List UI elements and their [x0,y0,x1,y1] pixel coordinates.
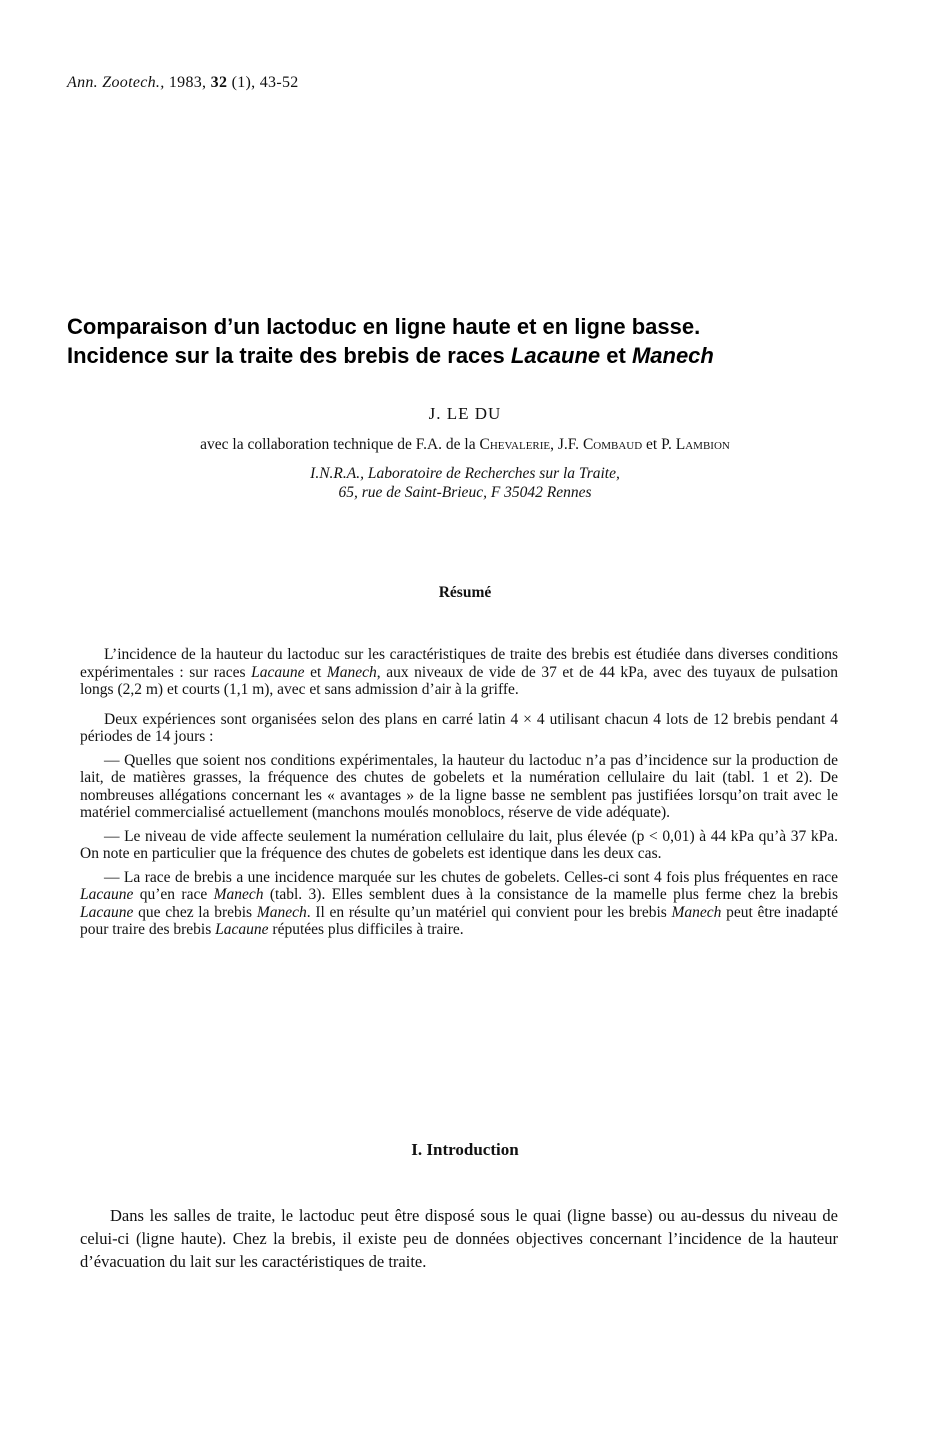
section-heading-introduction: I. Introduction [411,1140,519,1159]
text: qu’en race [133,886,214,903]
title-line-1: Comparaison d’un lactoduc en ligne haute et en ligne basse. [67,314,701,339]
breed-name: Manech [213,886,264,903]
title-breed-manech: Manech [631,343,714,368]
collab-text: , J.F. [550,436,583,453]
affiliation-line-2: 65, rue de Saint-Brieuc, F 35042 Rennes [338,484,592,501]
breed-name: Lacaune [251,663,305,681]
abstract-paragraph [80,869,838,939]
journal-issue-pages: (1), 43-52 [231,74,299,91]
breed-name: Lacaune [80,903,134,921]
abstract-body [80,646,838,945]
text: — La race de brebis a une incidence marquée sur les chutes de gobelets. Celles-ci sont 4 fois plus fréquentes en race [104,868,838,886]
collab-text: avec la collaboration technique de F.A. de la [200,436,480,453]
collab-text: et P. [642,436,676,453]
abstract-paragraph: — Quelles que soient nos conditions expérimentales, la hauteur du lactoduc n’a pas d’incidence sur la production de lait, de matières grasses, la fréquence des chutes de gobelets et la numération cellulaire du lait (tabl. 1 et 2). De nombreuses allégations concernant les « avantages » de la ligne basse ne semblent pas justifiées lorsqu’on trait avec le matériel commercialisé actuellement (manchons moulés monoblocs, réserve de vide adéquate). [80,751,838,821]
text: peut être inadapté pour traire des brebis [80,903,838,938]
text: L’incidence de la hauteur du lactoduc sur les caractéristiques de traite des brebis est étudiée dans diverses conditions expérimentales : sur races [80,646,838,681]
title-text: et [600,343,632,368]
article-title [67,312,867,370]
breed-name: Lacaune [215,921,269,938]
collab-name: Combaud [582,436,643,453]
abstract-paragraph: — Le niveau de vide affecte seulement la numération cellulaire du lait, plus élevée (p < 0,01) à 44 kPa qu’à 37 kPa. On note en particulier que la fréquence des chutes de gobelets est identique dans les deux cas. [80,827,838,862]
collab-name: Lambion [675,436,730,453]
abstract-heading: Résumé [438,584,492,601]
introduction-paragraph: Dans les salles de traite, le lactoduc peut être disposé sous le quai (ligne basse) ou au-dessus du niveau de celui-ci (ligne haute). Chez la brebis, il existe peu de données objectives concernant l’incidence de la hauteur d’évacuation du lait sur les caractéristiques de traite. [80,1206,838,1271]
title-line-2 [67,341,867,370]
breed-name: Manech [256,903,307,921]
affiliation [0,464,930,502]
title-text: Incidence sur la traite des brebis de races [67,343,511,368]
journal-volume: 32 [210,74,228,91]
text: , aux niveaux de vide de 37 et de 44 kPa, avec des tuyaux de pulsation longs (2,2 m) et courts (1,1 m), avec et sans admission d’air à la griffe. [80,663,839,698]
breed-name: Manech [671,903,722,921]
breed-name: Manech [326,663,377,681]
collaboration-line [0,436,930,454]
title-breed-lacaune: Lacaune [510,343,601,368]
author-name: J. LE DU [428,404,502,423]
journal-reference [67,74,299,92]
abstract-paragraph [80,646,838,699]
text: et [304,663,327,681]
text: réputées plus difficiles à traire. [268,921,464,938]
abstract-paragraph: Deux expériences sont organisées selon des plans en carré latin 4 × 4 utilisant chacun 4 lots de 12 brebis pendant 4 périodes de 14 jours : [80,710,838,745]
text: . Il en résulte qu’un matériel qui convient pour les brebis [306,903,672,921]
affiliation-line-1: I.N.R.A., Laboratoire de Recherches sur la Traite, [310,465,620,482]
text: (tabl. 3). Elles semblent dues à la consistance de la mamelle plus ferme chez la brebis [263,886,838,903]
breed-name: Lacaune [80,886,134,903]
text: que chez la brebis [133,903,257,921]
journal-name: Ann. Zootech., [67,74,165,91]
collab-name: Chevalerie [479,436,551,453]
journal-year: 1983, [168,74,207,91]
